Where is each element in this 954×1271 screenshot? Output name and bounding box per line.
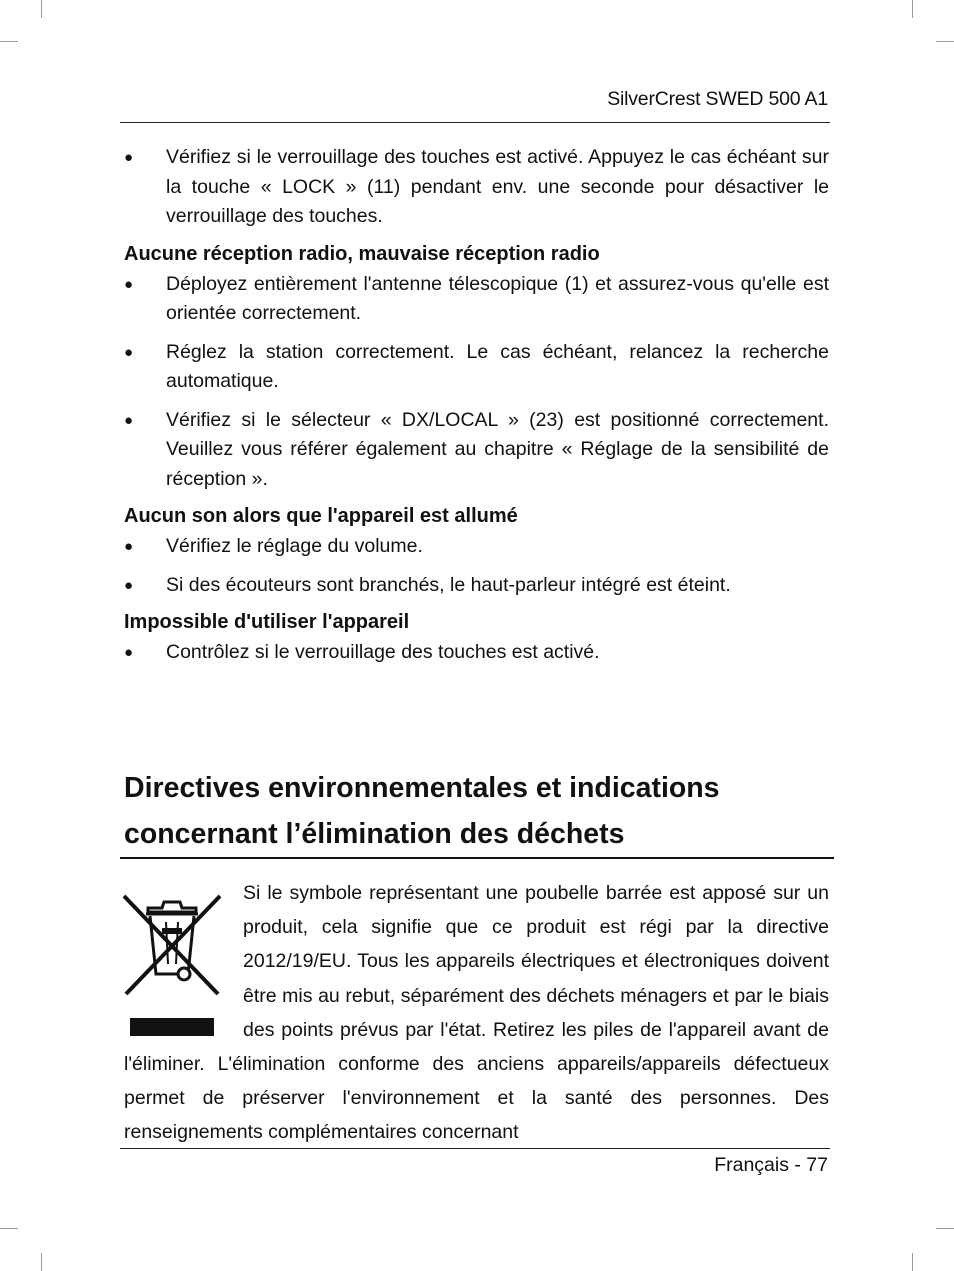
bullet-item <box>124 532 829 562</box>
crop-mark <box>0 1228 18 1229</box>
bullet-item <box>124 406 829 495</box>
subsection-heading: Aucun son alors que l'appareil est allumé <box>124 505 518 527</box>
section-title <box>124 765 834 857</box>
bullet-item <box>124 270 829 329</box>
section-title-line: Directives environnementales et indications <box>124 772 720 804</box>
bullet-item <box>124 338 829 397</box>
header-rule <box>120 122 830 123</box>
footer-rule <box>120 1148 830 1149</box>
bullet-icon: ● <box>124 576 134 594</box>
section-title-line: concernant l’élimination des déchets <box>124 818 625 850</box>
section-rule <box>120 857 834 859</box>
bullet-text: Déployez entièrement l'antenne télescopique (1) et assurez-vous qu'elle est orientée correctement. <box>166 272 829 324</box>
bullet-item <box>124 638 829 668</box>
weee-paragraph-text: Si le symbole représentant une poubelle barrée est apposé sur un produit, cela signifie que ce produit est régi par la directive 2012/19/EU. Tous les appareils électriques et électroniques doivent être mis au rebut, séparément des déchets ménagers et par le biais des points prévus par l'état. Retirez les piles de l'appareil avant de l'éliminer. L'élimination conforme des anciens appareils/appareils défectueux permet de préserver l'environnement et la santé des personnes. Des renseignements complémentaires concernant <box>124 882 829 1144</box>
bullet-text: Vérifiez le réglage du volume. <box>166 535 423 557</box>
subsection-heading: Impossible d'utiliser l'appareil <box>124 611 410 633</box>
bullet-icon: ● <box>124 644 134 661</box>
bullet-text: Si des écouteurs sont branchés, le haut-parleur intégré est éteint. <box>166 573 731 596</box>
crop-mark <box>912 0 913 18</box>
bullet-text: Vérifiez si le sélecteur « DX/LOCAL » (23) est positionné correctement. Veuillez vous référer également au chapitre « Réglage de la sensibilité de réception ». <box>166 408 829 490</box>
page-number: Français - 77 <box>714 1154 828 1176</box>
crop-mark <box>41 0 42 18</box>
crop-mark <box>0 41 18 42</box>
bullet-text: Contrôlez si le verrouillage des touches est activé. <box>166 641 600 663</box>
bullet-icon: ● <box>124 275 134 293</box>
crop-mark <box>936 1228 954 1229</box>
subsection-heading: Aucune réception radio, mauvaise réception radio <box>124 242 600 265</box>
bullet-text: Vérifiez si le verrouillage des touches est activé. Appuyez le cas échéant sur la touche « LOCK » (11) pendant env. une seconde pour désactiver le verrouillage des touches. <box>166 146 829 227</box>
bullet-item <box>124 143 829 232</box>
bullet-text: Réglez la station correctement. Le cas échéant, relancez la recherche automatique. <box>166 340 829 392</box>
troubleshooting-list <box>124 143 829 677</box>
crop-mark <box>936 41 954 42</box>
bullet-icon: ● <box>124 411 134 429</box>
crop-mark <box>912 1253 913 1271</box>
bullet-icon: ● <box>124 343 134 361</box>
bullet-icon: ● <box>124 149 134 166</box>
bullet-item <box>124 571 829 601</box>
bullet-icon: ● <box>124 538 134 555</box>
running-header: SilverCrest SWED 500 A1 <box>607 88 828 110</box>
weee-paragraph <box>124 876 829 1150</box>
crop-mark <box>41 1253 42 1271</box>
